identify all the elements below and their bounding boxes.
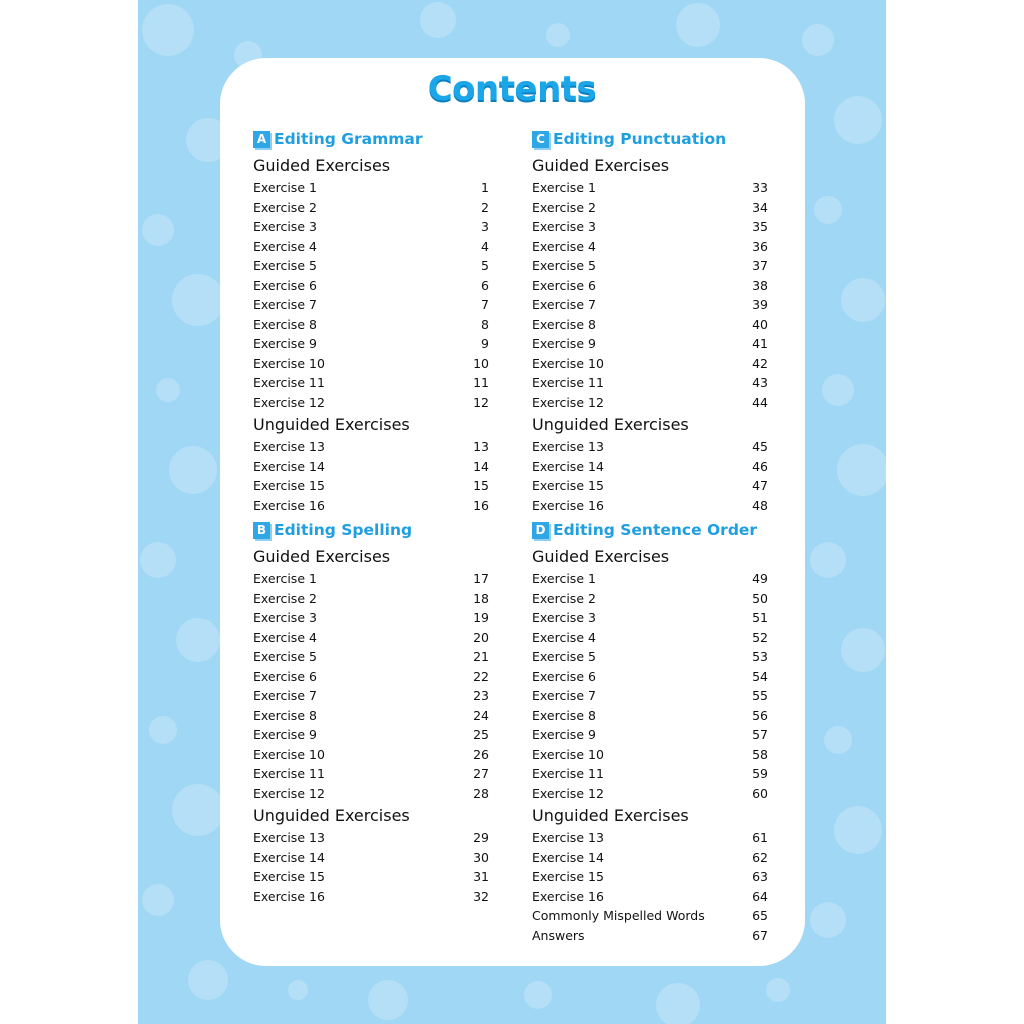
toc-entry-label: Exercise 14 xyxy=(253,458,325,474)
toc-entry-page: 57 xyxy=(752,727,768,742)
toc-entry-page: 47 xyxy=(752,478,768,493)
section-heading xyxy=(532,519,768,541)
toc-entry-label: Exercise 1 xyxy=(532,180,596,195)
toc-entry-page: 1 xyxy=(481,180,489,195)
toc-entry-label: Exercise 10 xyxy=(253,746,325,762)
toc-entry xyxy=(532,334,768,354)
toc-entry-label: Exercise 9 xyxy=(253,727,317,742)
toc-entry xyxy=(532,457,768,477)
toc-entry xyxy=(253,608,489,628)
toc-entry xyxy=(532,628,768,648)
toc-entry xyxy=(532,906,768,926)
toc-entry-page: 24 xyxy=(473,707,489,723)
toc-entry-label: Exercise 13 xyxy=(253,830,325,845)
toc-entry xyxy=(532,725,768,745)
section-badge: B xyxy=(253,522,270,539)
toc-entry-label: Exercise 4 xyxy=(253,629,317,645)
toc-entry-page: 9 xyxy=(481,336,489,351)
toc-entry-label: Exercise 6 xyxy=(532,668,596,684)
toc-entry xyxy=(253,686,489,706)
toc-entry xyxy=(532,354,768,374)
toc-entry xyxy=(532,706,768,726)
toc-entry-label: Exercise 16 xyxy=(532,497,604,513)
toc-entry-label: Exercise 6 xyxy=(532,277,596,293)
toc-entry xyxy=(532,764,768,784)
toc-entry-label: Exercise 7 xyxy=(253,688,317,703)
toc-entry xyxy=(532,784,768,804)
unguided-exercises-heading: Unguided Exercises xyxy=(532,415,689,434)
toc-entry-page: 21 xyxy=(473,649,489,664)
toc-entry-label: Exercise 2 xyxy=(532,590,596,606)
toc-entry xyxy=(532,608,768,628)
toc-entry-page: 41 xyxy=(752,336,768,351)
toc-entry-page: 36 xyxy=(752,238,768,254)
toc-entry xyxy=(253,295,489,315)
toc-entry-label: Exercise 10 xyxy=(532,746,604,762)
toc-entry-page: 13 xyxy=(473,439,489,454)
toc-entry-page: 38 xyxy=(752,277,768,293)
toc-entry xyxy=(532,569,768,589)
toc-entry-label: Exercise 4 xyxy=(532,238,596,254)
section-heading xyxy=(532,128,768,150)
guided-exercises-heading: Guided Exercises xyxy=(253,547,391,566)
toc-entry xyxy=(253,334,489,354)
toc-entry-page: 18 xyxy=(473,590,489,606)
toc-entry-label: Exercise 8 xyxy=(253,707,317,723)
guided-exercises-heading: Guided Exercises xyxy=(532,156,670,175)
toc-entry-page: 28 xyxy=(473,785,489,801)
toc-entry-page: 52 xyxy=(752,629,768,645)
toc-entry-page: 25 xyxy=(473,727,489,742)
toc-entry xyxy=(532,217,768,237)
toc-entry-label: Exercise 2 xyxy=(532,199,596,215)
toc-entry-label: Exercise 8 xyxy=(253,316,317,332)
toc-entry xyxy=(532,476,768,496)
toc-entry-page: 33 xyxy=(752,180,768,195)
unguided-exercises-heading: Unguided Exercises xyxy=(253,415,410,434)
toc-entry xyxy=(253,315,489,335)
page-title: Contents xyxy=(427,69,597,109)
toc-entry-page: 6 xyxy=(481,277,489,293)
toc-entry-label: Exercise 5 xyxy=(253,258,317,273)
toc-entry-label: Exercise 11 xyxy=(532,766,604,781)
section-badge: A xyxy=(253,131,270,148)
toc-entry-label: Exercise 8 xyxy=(532,316,596,332)
toc-entry-label: Exercise 9 xyxy=(253,336,317,351)
section-b xyxy=(253,519,489,906)
toc-entry-page: 46 xyxy=(752,458,768,474)
toc-entry xyxy=(532,393,768,413)
section-heading xyxy=(253,519,489,541)
unguided-exercises-heading: Unguided Exercises xyxy=(253,806,410,825)
toc-entry-label: Exercise 16 xyxy=(253,888,325,904)
toc-entry-page: 50 xyxy=(752,590,768,606)
toc-entry-label: Exercise 7 xyxy=(532,297,596,312)
toc-entry-label: Exercise 2 xyxy=(253,199,317,215)
toc-entry-label: Exercise 8 xyxy=(532,707,596,723)
toc-entry xyxy=(253,887,489,907)
toc-entry-label: Exercise 16 xyxy=(532,888,604,904)
toc-entry xyxy=(253,784,489,804)
toc-entry-page: 67 xyxy=(752,927,768,943)
toc-entry-label: Exercise 13 xyxy=(532,830,604,845)
toc-entry-label: Exercise 11 xyxy=(253,766,325,781)
toc-entry-page: 62 xyxy=(752,849,768,865)
toc-entry-page: 63 xyxy=(752,869,768,884)
toc-entry xyxy=(253,725,489,745)
toc-entry xyxy=(532,848,768,868)
toc-entry xyxy=(253,198,489,218)
toc-entry xyxy=(532,256,768,276)
toc-entry-label: Exercise 15 xyxy=(532,869,604,884)
toc-entry-page: 14 xyxy=(473,458,489,474)
toc-entry-page: 58 xyxy=(752,746,768,762)
section-title: Editing Grammar xyxy=(274,130,423,148)
toc-entry-page: 37 xyxy=(752,258,768,273)
toc-entry-page: 17 xyxy=(473,571,489,586)
toc-entry-label: Exercise 7 xyxy=(253,297,317,312)
toc-entry xyxy=(253,667,489,687)
toc-entry-label: Exercise 12 xyxy=(253,394,325,410)
toc-entry xyxy=(253,217,489,237)
toc-entry-page: 51 xyxy=(752,610,768,625)
unguided-exercises-heading: Unguided Exercises xyxy=(532,806,689,825)
toc-entry-page: 30 xyxy=(473,849,489,865)
toc-entry-page: 19 xyxy=(473,610,489,625)
toc-entry-label: Exercise 10 xyxy=(253,355,325,371)
toc-entry xyxy=(532,295,768,315)
toc-entry-label: Exercise 14 xyxy=(253,849,325,865)
toc-entry-page: 48 xyxy=(752,497,768,513)
toc-entry xyxy=(253,745,489,765)
toc-entry-page: 34 xyxy=(752,199,768,215)
page-background xyxy=(138,0,886,1024)
section-a xyxy=(253,128,489,515)
toc-entry xyxy=(532,198,768,218)
toc-entry-page: 23 xyxy=(473,688,489,703)
toc-entry-page: 27 xyxy=(473,766,489,781)
section-title: Editing Sentence Order xyxy=(553,521,758,539)
toc-entry-page: 45 xyxy=(752,439,768,454)
toc-entry xyxy=(253,569,489,589)
toc-entry xyxy=(532,745,768,765)
section-d xyxy=(532,519,768,945)
section-c xyxy=(532,128,768,515)
toc-entry xyxy=(532,437,768,457)
toc-entry-label: Exercise 13 xyxy=(253,439,325,454)
section-badge: C xyxy=(532,131,549,148)
toc-entry xyxy=(532,373,768,393)
toc-entry-page: 7 xyxy=(481,297,489,312)
toc-entry xyxy=(253,373,489,393)
toc-entry xyxy=(253,589,489,609)
right-column xyxy=(532,128,768,945)
section-heading xyxy=(253,128,489,150)
toc-entry-page: 20 xyxy=(473,629,489,645)
toc-entry-label: Exercise 11 xyxy=(532,375,604,390)
left-column xyxy=(253,128,489,906)
toc-entry-label: Exercise 10 xyxy=(532,355,604,371)
toc-entry-page: 49 xyxy=(752,571,768,586)
toc-entry-label: Exercise 9 xyxy=(532,727,596,742)
toc-entry-label: Exercise 4 xyxy=(253,238,317,254)
toc-entry-page: 29 xyxy=(473,830,489,845)
toc-entry-page: 26 xyxy=(473,746,489,762)
toc-entry-page: 10 xyxy=(473,355,489,371)
toc-entry-label: Commonly Mispelled Words xyxy=(532,908,705,923)
toc-entry-label: Exercise 11 xyxy=(253,375,325,390)
toc-entry xyxy=(253,867,489,887)
toc-entry-page: 32 xyxy=(473,888,489,904)
toc-entry xyxy=(253,354,489,374)
toc-entry-page: 8 xyxy=(481,316,489,332)
toc-entry xyxy=(253,828,489,848)
toc-entry-label: Exercise 1 xyxy=(253,571,317,586)
toc-entry-label: Exercise 14 xyxy=(532,849,604,865)
toc-entry-page: 42 xyxy=(752,355,768,371)
toc-entry-page: 55 xyxy=(752,688,768,703)
toc-entry xyxy=(253,393,489,413)
toc-entry-label: Exercise 1 xyxy=(532,571,596,586)
toc-entry xyxy=(532,589,768,609)
toc-entry-label: Exercise 4 xyxy=(532,629,596,645)
toc-entry-label: Exercise 6 xyxy=(253,277,317,293)
guided-exercises-heading: Guided Exercises xyxy=(253,156,391,175)
toc-entry-page: 4 xyxy=(481,238,489,254)
toc-entry-label: Exercise 15 xyxy=(253,869,325,884)
toc-entry-label: Exercise 5 xyxy=(532,258,596,273)
toc-entry xyxy=(532,667,768,687)
toc-entry xyxy=(253,706,489,726)
toc-entry xyxy=(532,237,768,257)
toc-entry-page: 3 xyxy=(481,219,489,234)
toc-entry-page: 56 xyxy=(752,707,768,723)
toc-entry-label: Exercise 5 xyxy=(253,649,317,664)
toc-entry-label: Exercise 15 xyxy=(532,478,604,493)
toc-entry-label: Exercise 12 xyxy=(532,394,604,410)
toc-entry xyxy=(253,457,489,477)
toc-entry-label: Exercise 12 xyxy=(532,785,604,801)
toc-entry-page: 43 xyxy=(752,375,768,390)
toc-entry-label: Exercise 3 xyxy=(532,610,596,625)
toc-entry-label: Exercise 2 xyxy=(253,590,317,606)
toc-entry-page: 16 xyxy=(473,497,489,513)
toc-entry-page: 12 xyxy=(473,394,489,410)
toc-entry-page: 53 xyxy=(752,649,768,664)
toc-entry-page: 39 xyxy=(752,297,768,312)
toc-entry xyxy=(253,628,489,648)
toc-entry-page: 15 xyxy=(473,478,489,493)
toc-entry-page: 31 xyxy=(473,869,489,884)
toc-entry xyxy=(253,437,489,457)
toc-entry-page: 22 xyxy=(473,668,489,684)
toc-entry-label: Exercise 15 xyxy=(253,478,325,493)
toc-entry-label: Exercise 14 xyxy=(532,458,604,474)
toc-entry-page: 65 xyxy=(752,908,768,923)
toc-entry xyxy=(532,926,768,946)
toc-entry xyxy=(253,276,489,296)
guided-exercises-heading: Guided Exercises xyxy=(532,547,670,566)
toc-entry-page: 40 xyxy=(752,316,768,332)
toc-entry-label: Exercise 3 xyxy=(253,219,317,234)
toc-entry xyxy=(532,496,768,516)
toc-entry xyxy=(253,764,489,784)
section-badge: D xyxy=(532,522,549,539)
toc-entry-page: 5 xyxy=(481,258,489,273)
toc-entry-label: Answers xyxy=(532,927,585,943)
section-title: Editing Spelling xyxy=(274,521,413,539)
toc-entry-label: Exercise 6 xyxy=(253,668,317,684)
section-title: Editing Punctuation xyxy=(553,130,727,148)
toc-entry xyxy=(532,647,768,667)
toc-entry xyxy=(253,476,489,496)
toc-entry-page: 59 xyxy=(752,766,768,781)
toc-entry xyxy=(253,496,489,516)
toc-entry-page: 44 xyxy=(752,394,768,410)
toc-entry-page: 35 xyxy=(752,219,768,234)
toc-entry-page: 64 xyxy=(752,888,768,904)
toc-entry xyxy=(253,178,489,198)
toc-entry xyxy=(532,178,768,198)
toc-entry xyxy=(253,647,489,667)
toc-entry-label: Exercise 1 xyxy=(253,180,317,195)
toc-entry-label: Exercise 7 xyxy=(532,688,596,703)
toc-entry-label: Exercise 3 xyxy=(532,219,596,234)
toc-entry-page: 2 xyxy=(481,199,489,215)
toc-entry-label: Exercise 13 xyxy=(532,439,604,454)
toc-entry xyxy=(253,237,489,257)
toc-entry-label: Exercise 3 xyxy=(253,610,317,625)
toc-entry-page: 60 xyxy=(752,785,768,801)
toc-entry-page: 61 xyxy=(752,830,768,845)
toc-entry xyxy=(532,828,768,848)
toc-entry xyxy=(253,848,489,868)
toc-entry-label: Exercise 9 xyxy=(532,336,596,351)
toc-entry-label: Exercise 16 xyxy=(253,497,325,513)
toc-entry-label: Exercise 5 xyxy=(532,649,596,664)
toc-entry xyxy=(532,276,768,296)
toc-entry xyxy=(532,887,768,907)
toc-entry-page: 11 xyxy=(473,375,489,390)
toc-entry-page: 54 xyxy=(752,668,768,684)
toc-entry-label: Exercise 12 xyxy=(253,785,325,801)
toc-entry xyxy=(532,315,768,335)
toc-entry xyxy=(532,867,768,887)
toc-entry xyxy=(532,686,768,706)
toc-entry xyxy=(253,256,489,276)
